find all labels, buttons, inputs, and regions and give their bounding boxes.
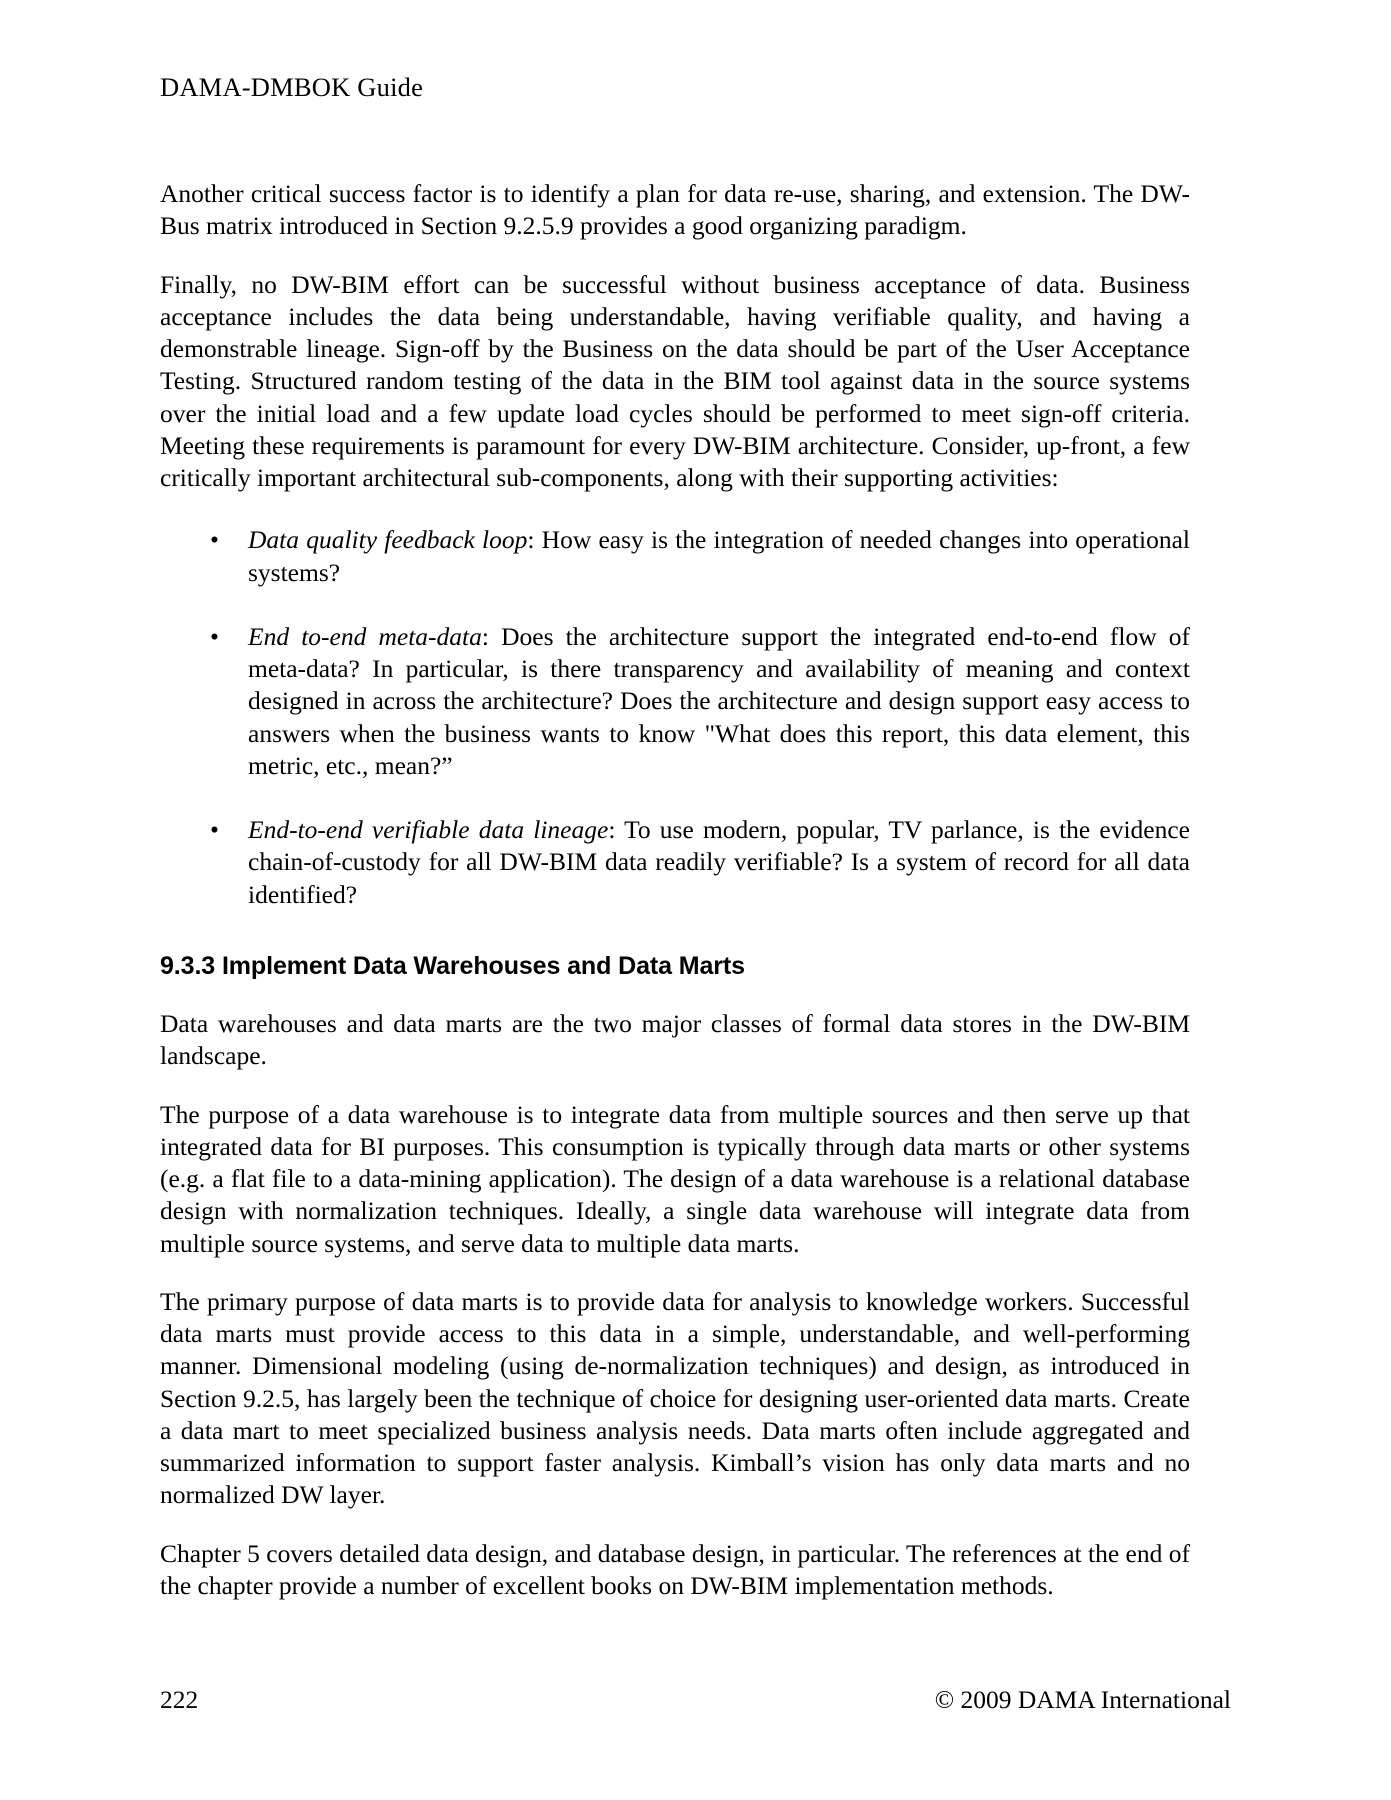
list-item bbox=[160, 621, 1190, 782]
paragraph-primary-purpose-of-data-marts: The primary purpose of data marts is to provide data for analysis to knowledge workers. Successful data marts must provide access to this data in a simple, understandable, and well-performing manner. Dimensional modeling (using de-normalization techniques) and design, as introduced in Section 9.2.5, has largely been the technique of choice for designing user-oriented data marts. Create a data mart to meet specialized business analysis needs. Data marts often include aggregated and summarized information to support faster analysis. Kimball’s vision has only data marts and no normalized DW layer. bbox=[160, 1286, 1190, 1510]
paragraph-purpose-of-a-data-warehouse: The purpose of a data warehouse is to integrate data from multiple sources and then serve up that integrated data for BI purposes. This consumption is typically through data marts or other systems (e.g. a flat file to a data-mining application). The design of a data warehouse is a relational database design with normalization techniques. Ideally, a single data warehouse will integrate data from multiple source systems, and serve data to multiple data marts. bbox=[160, 1099, 1190, 1258]
list-item-text: : How easy is the integration of needed changes into operational systems? bbox=[248, 525, 1191, 587]
paragraph-data-warehouses-and-data-marts: Data warehouses and data marts are the two major classes of formal data stores in the DW-BIM landscape. bbox=[160, 1009, 1190, 1071]
list-item-term: End to-end meta-data bbox=[248, 621, 482, 651]
paragraph-finally-no-dw-bim-effort: Finally, no DW-BIM effort can be successful without business acceptance of data. Business acceptance includes the data being understandable, having verifiable quality, and having a demonstrable lineage. Sign-off by the Business on the data should be part of the User Acceptance Testing. Structured random testing of the data in the BIM tool against data in the source systems over the initial load and a few update load cycles should be performed to meet sign-off criteria. Meeting these requirements is paramount for every DW-BIM architecture. Consider, up-front, a few critically important architectural sub-components, along with their supporting activities: bbox=[160, 269, 1190, 492]
body-text-block bbox=[160, 178, 1190, 1628]
list-item-text: : Does the architecture support the integrated end-to-end flow of meta-data? In particular, is there transparency and availability of meaning and context designed in across the architecture? Does the architecture and design support easy access to answers when the business wants to know "What does this report, this data element, this metric, etc., mean?” bbox=[248, 621, 1191, 780]
list-item-term: Data quality feedback loop bbox=[248, 525, 528, 555]
list-item bbox=[160, 814, 1190, 911]
copyright-notice: © 2009 DAMA International bbox=[934, 1685, 1231, 1714]
architectural-subcomponents-list bbox=[160, 524, 1190, 911]
list-item-term: End-to-end verifiable data lineage bbox=[248, 815, 609, 844]
bullet-icon: • bbox=[210, 815, 219, 844]
list-item-text: : To use modern, popular, TV parlance, is the evidence chain-of-custody for all DW-BIM data readily verifiable? Is a system of record for all data identified? bbox=[248, 815, 1190, 909]
bullet-icon: • bbox=[210, 621, 219, 651]
paragraph-chapter-5-covers: Chapter 5 covers detailed data design, and database design, in particular. The references at the end of the chapter provide a number of excellent books on DW-BIM implementation methods. bbox=[160, 1538, 1190, 1600]
bullet-icon: • bbox=[210, 525, 219, 555]
paragraph-another-critical-success-factor: Another critical success factor is to identify a plan for data re-use, sharing, and extension. The DW-Bus matrix introduced in Section 9.2.5.9 provides a good organizing paradigm. bbox=[160, 179, 1190, 241]
running-head: DAMA-DMBOK Guide bbox=[160, 72, 424, 102]
page-footer bbox=[160, 1685, 1231, 1715]
list-item bbox=[160, 524, 1190, 589]
page-number: 222 bbox=[160, 1685, 199, 1714]
section-heading-9-3-3: 9.3.3 Implement Data Warehouses and Data Marts bbox=[160, 951, 745, 980]
